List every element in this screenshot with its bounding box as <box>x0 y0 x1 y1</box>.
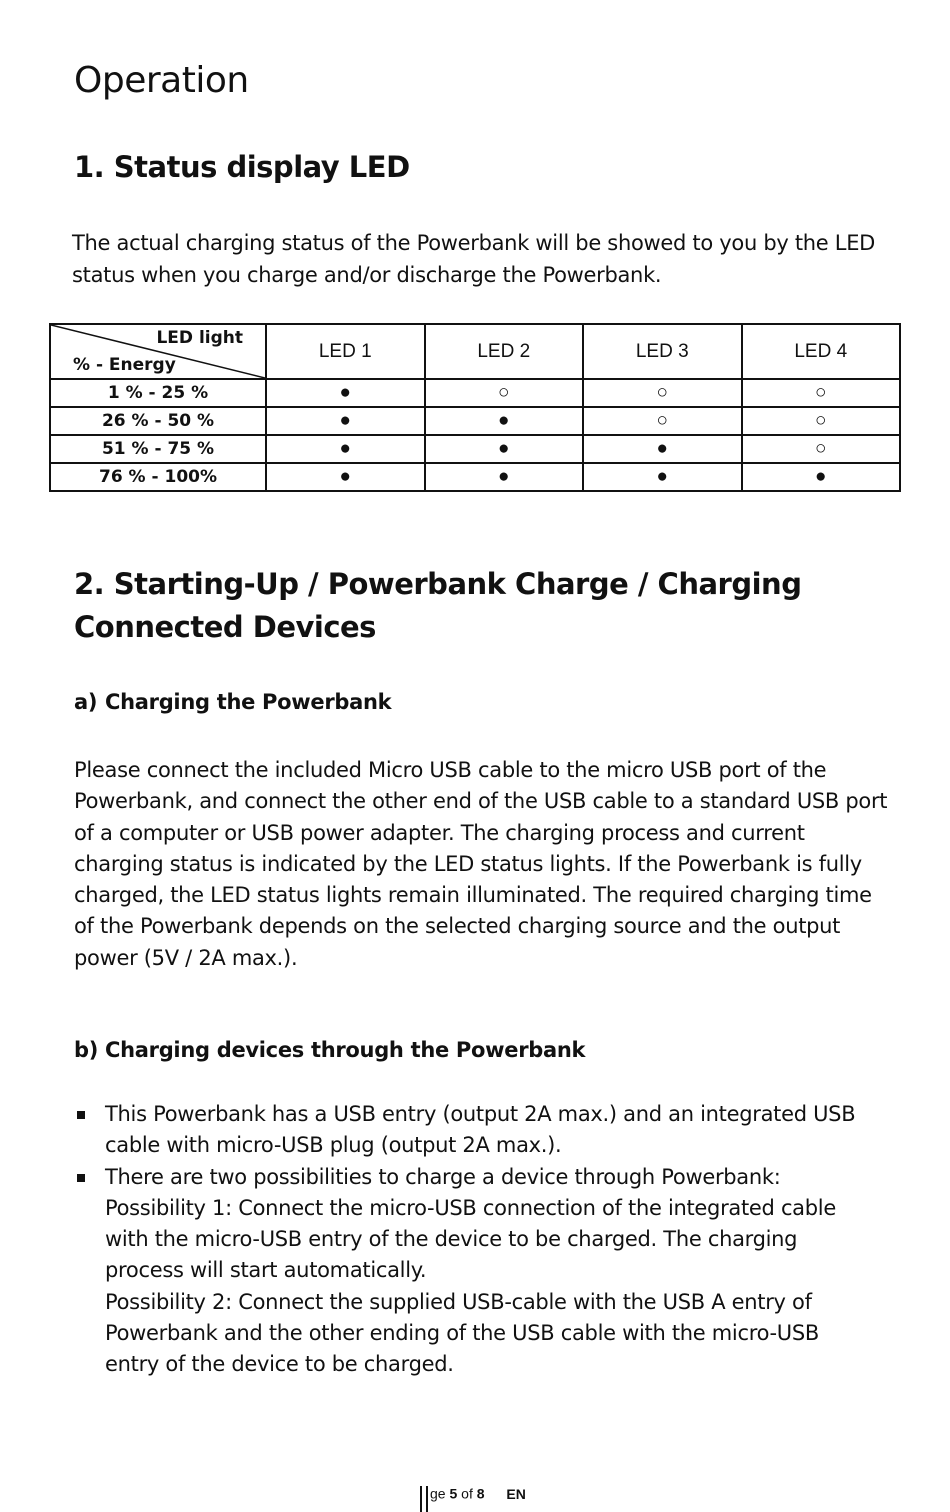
table-row <box>50 379 900 407</box>
led-indicator-cell: ○ <box>742 435 901 463</box>
led-indicator-cell: ● <box>425 463 584 491</box>
corner-label-led-light: LED light <box>156 328 243 348</box>
led-status-table <box>49 323 901 492</box>
language-code: EN <box>506 1485 526 1502</box>
column-header: LED 1 <box>266 324 425 379</box>
led-indicator-cell: ○ <box>742 379 901 407</box>
possibility-1-text: Possibility 1: Connect the micro-USB connection of the integrated cable with the micro-USB entry of the device to be charged. The charging process will start automatically. <box>105 1195 836 1283</box>
column-header: LED 4 <box>742 324 901 379</box>
page-break-mark-icon <box>420 1486 428 1512</box>
section-2-title: 2. Starting-Up / Powerbank Charge / Charging Connected Devices <box>74 567 802 644</box>
led-indicator-cell: ● <box>583 463 742 491</box>
subsection-b-label: b) <box>74 1038 99 1062</box>
energy-range-cell: 76 % - 100% <box>50 463 266 491</box>
page-number: 5 <box>449 1485 458 1502</box>
led-indicator-cell: ● <box>266 379 425 407</box>
square-bullet-icon <box>77 1111 85 1119</box>
page-footer <box>420 1482 526 1508</box>
column-header: LED 2 <box>425 324 584 379</box>
led-indicator-cell: ○ <box>425 379 584 407</box>
possibility-2-text: Possibility 2: Connect the supplied USB-cable with the USB A entry of Powerbank and the other ending of the USB cable with the micro-USB entry of the device to be charged. <box>105 1289 820 1377</box>
subsection-b-heading <box>74 1038 585 1062</box>
table-row <box>50 435 900 463</box>
subsection-a-title: Charging the Powerbank <box>105 690 392 714</box>
column-header: LED 3 <box>583 324 742 379</box>
led-indicator-cell: ● <box>583 435 742 463</box>
table-corner-cell <box>50 324 266 379</box>
list-item <box>74 1099 874 1162</box>
list-item <box>74 1162 874 1381</box>
bullet-text: There are two possibilities to charge a device through Powerbank: <box>105 1164 781 1189</box>
led-indicator-cell: ● <box>266 407 425 435</box>
table-row <box>50 407 900 435</box>
page-total: 8 <box>476 1485 485 1502</box>
subsection-a-heading <box>74 690 391 714</box>
subsection-a-label: a) <box>74 690 98 714</box>
page-heading: Operation <box>74 60 249 101</box>
subsection-b-title: Charging devices through the Powerbank <box>105 1038 586 1062</box>
page-prefix: ge <box>430 1485 446 1502</box>
section-1-intro: The actual charging status of the Powerbank will be showed to you by the LED status when you charge and/or discharge the Powerbank. <box>72 231 876 287</box>
section-1-title: 1. Status display LED <box>74 150 410 184</box>
led-indicator-cell: ● <box>425 407 584 435</box>
led-indicator-cell: ● <box>266 435 425 463</box>
page-of: of <box>461 1485 473 1502</box>
energy-range-cell: 26 % - 50 % <box>50 407 266 435</box>
led-indicator-cell: ● <box>266 463 425 491</box>
bullet-list <box>74 1099 874 1381</box>
subsection-a-paragraph: Please connect the included Micro USB cable to the micro USB port of the Powerbank, and connect the other end of the USB cable to a standard USB port of a computer or USB power adapter. The charging process and current charging status is indicated by the LED status lights. If the Powerbank is fully charged, the LED status lights remain illuminated. The required charging time of the Powerbank depends on the selected charging source and the output power (5V / 2A max.). <box>74 758 888 970</box>
corner-label-energy: % - Energy <box>73 355 176 375</box>
led-indicator-cell: ● <box>742 463 901 491</box>
bullet-text: This Powerbank has a USB entry (output 2A max.) and an integrated USB cable with micro-USB plug (output 2A max.). <box>105 1102 856 1158</box>
square-bullet-icon <box>77 1174 85 1182</box>
led-indicator-cell: ● <box>425 435 584 463</box>
led-indicator-cell: ○ <box>742 407 901 435</box>
led-indicator-cell: ○ <box>583 407 742 435</box>
energy-range-cell: 51 % - 75 % <box>50 435 266 463</box>
table-header-row <box>50 324 900 379</box>
table-row <box>50 463 900 491</box>
energy-range-cell: 1 % - 25 % <box>50 379 266 407</box>
led-indicator-cell: ○ <box>583 379 742 407</box>
